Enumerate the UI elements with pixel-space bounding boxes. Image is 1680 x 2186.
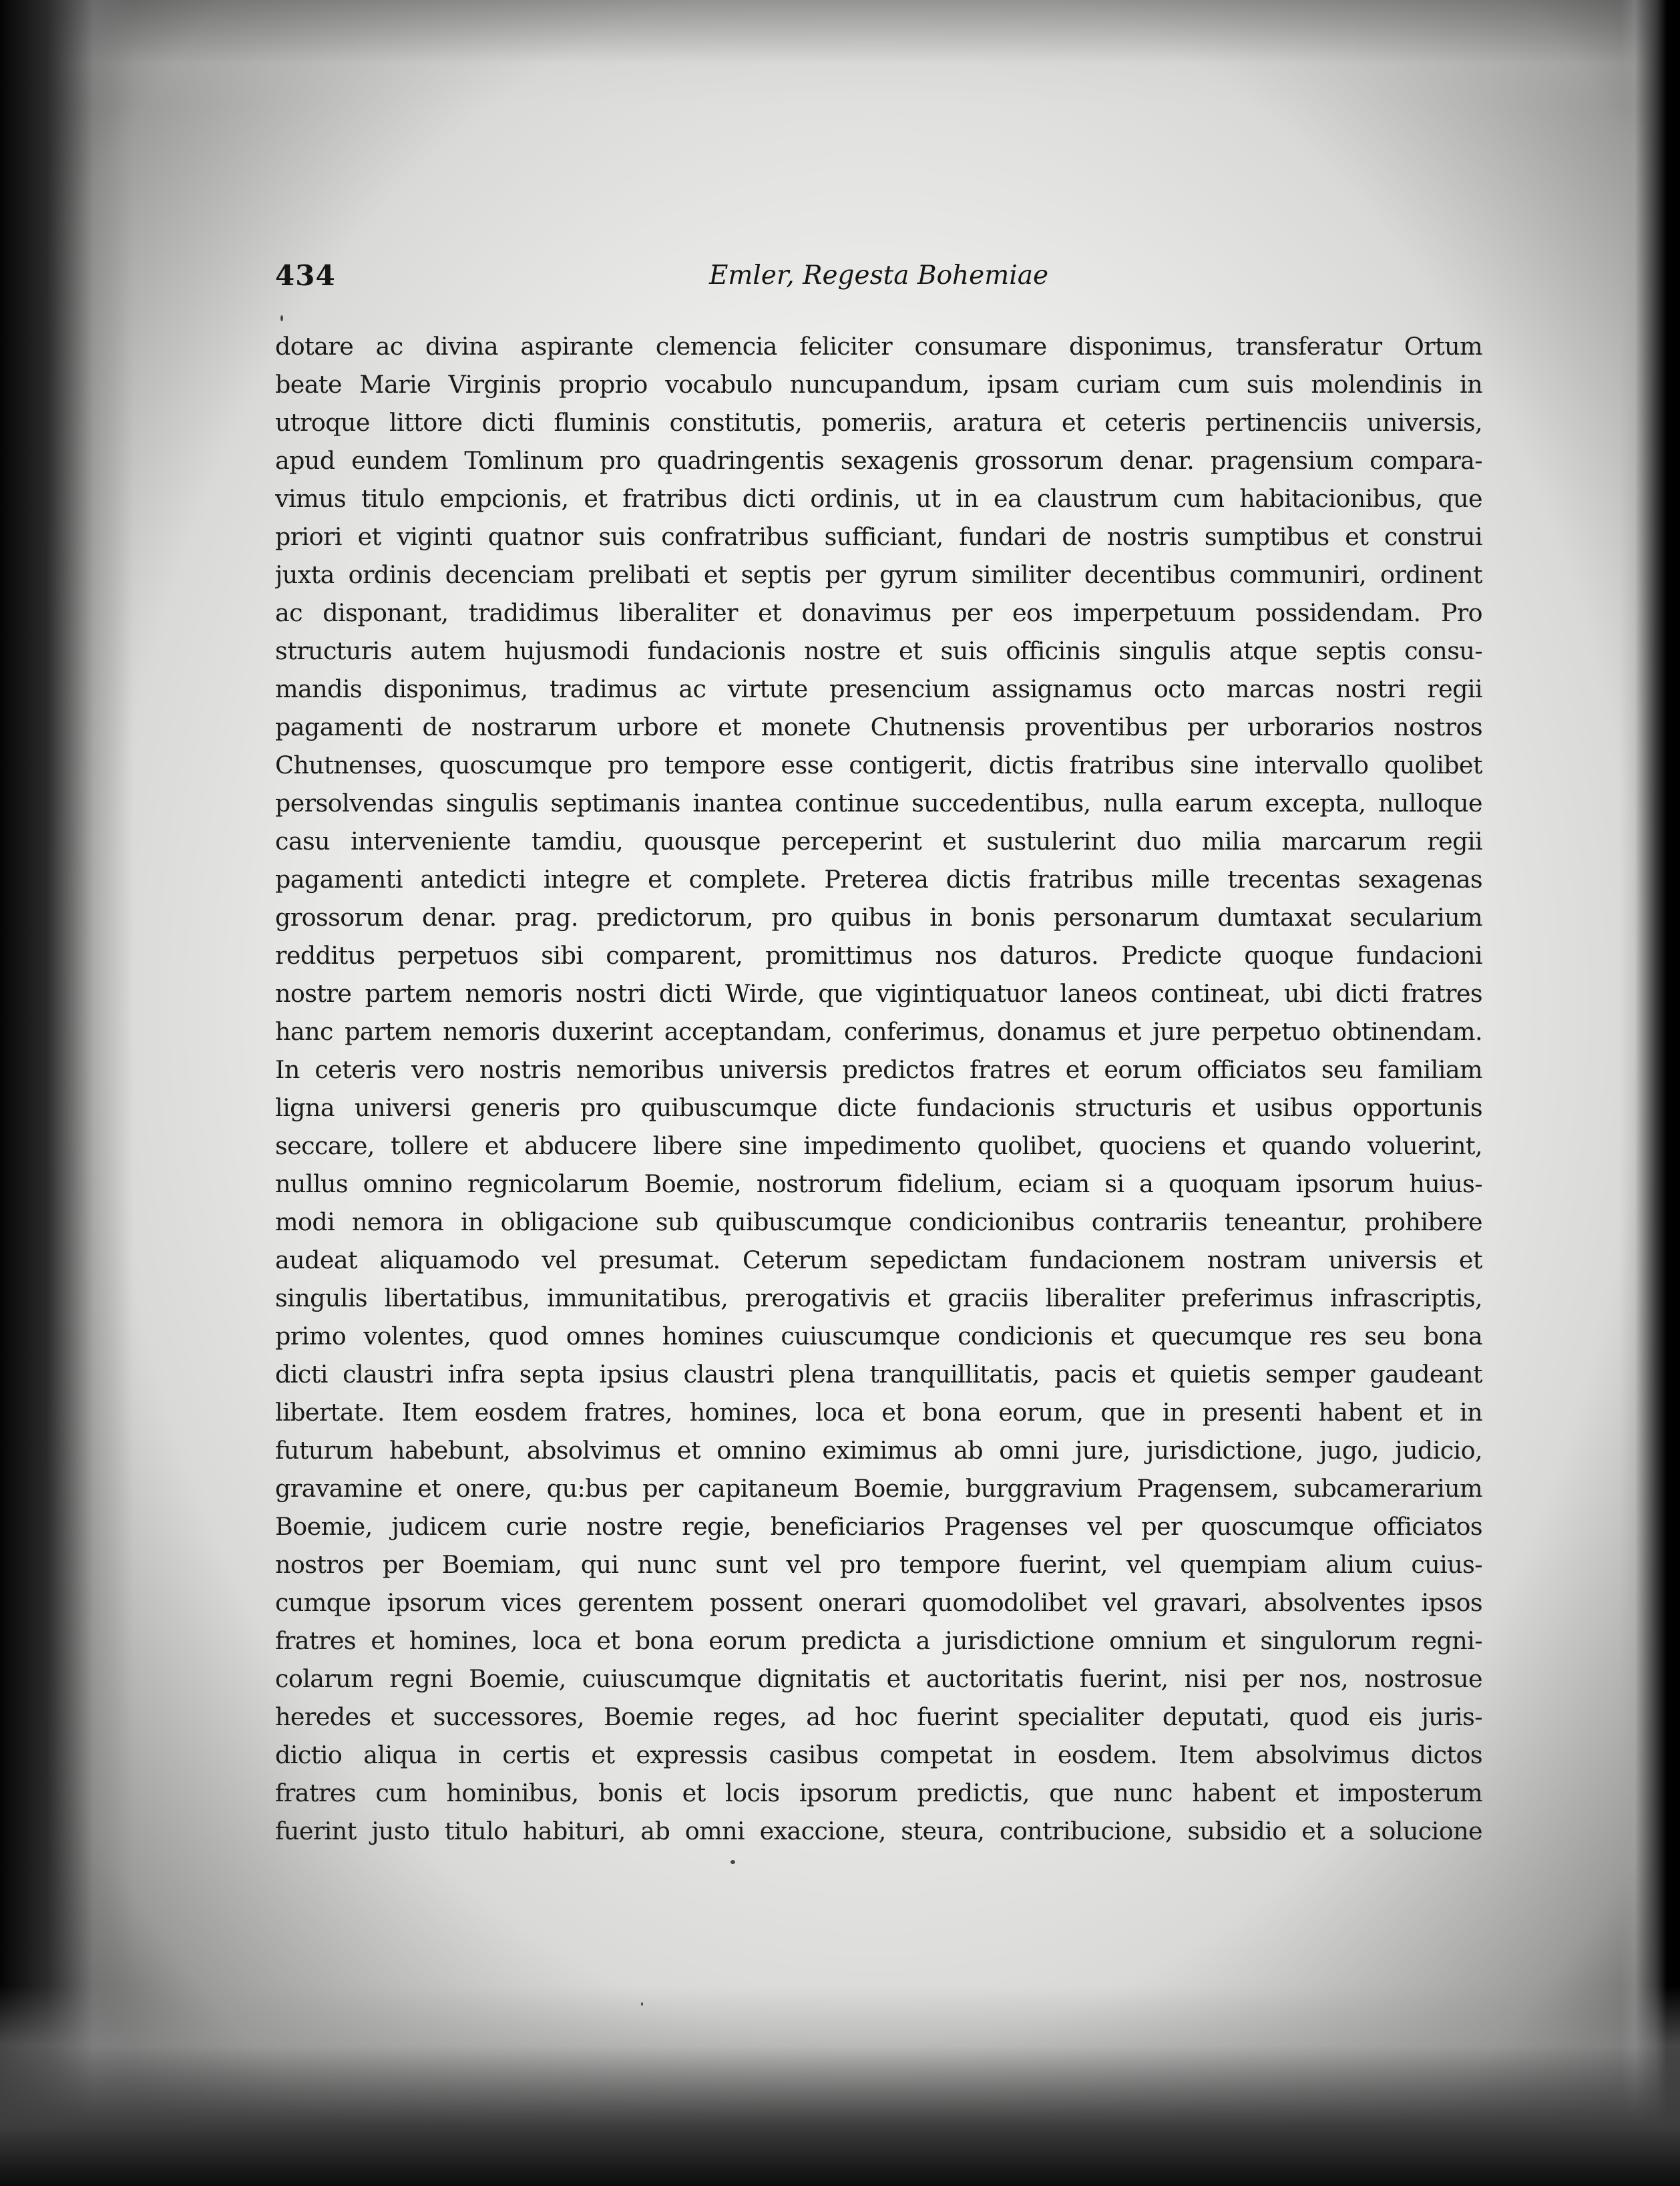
text-line: Chutnenses, quoscumque pro tempore esse contigerit, dictis fratribus sine intervallo quolibet bbox=[275, 751, 1482, 779]
dust-speck bbox=[280, 315, 283, 321]
scan-shadow-left bbox=[0, 0, 134, 2186]
dust-speck bbox=[730, 1860, 735, 1864]
text-line: nostre partem nemoris nostri dicti Wirde, que vigintiquatuor laneos contineat, ubi dicti fratres bbox=[275, 979, 1482, 1008]
text-line: fuerint justo titulo habituri, ab omni exaccione, steura, contribucione, subsidio et a solucione bbox=[275, 1817, 1482, 1845]
running-title: Emler, Regesta Bohemiae bbox=[708, 260, 1049, 291]
text-line: beate Marie Virginis proprio vocabulo nuncupandum, ipsam curiam cum suis molendinis in bbox=[275, 370, 1482, 399]
text-line: colarum regni Boemie, cuiuscumque dignitatis et auctoritatis fuerint, nisi per nos, nostrosue bbox=[275, 1664, 1482, 1693]
scan-shadow-bottom bbox=[0, 1986, 1680, 2186]
text-line: dotare ac divina aspirante clemencia feliciter consumare disponimus, transferatur Ortum bbox=[275, 332, 1482, 361]
text-line: heredes et successores, Boemie reges, ad hoc fuerint specialiter deputati, quod eis juris- bbox=[275, 1702, 1482, 1731]
text-line: Boemie, judicem curie nostre regie, beneficiarios Pragenses vel per quoscumque officiatos bbox=[275, 1512, 1482, 1541]
text-line: fratres cum hominibus, bonis et locis ipsorum predictis, que nunc habent et imposterum bbox=[275, 1779, 1482, 1807]
text-line: grossorum denar. prag. predictorum, pro quibus in bonis personarum dumtaxat secularium bbox=[275, 903, 1482, 932]
text-line: fratres et homines, loca et bona eorum predicta a jurisdictione omnium et singulorum regni- bbox=[275, 1626, 1482, 1655]
text-line: ac disponant, tradidimus liberaliter et donavimus per eos imperpetuum possidendam. Pro bbox=[275, 598, 1482, 627]
scan-shadow-right bbox=[1620, 0, 1680, 2186]
text-line: vimus titulo empcionis, et fratribus dicti ordinis, ut in ea claustrum cum habitacionibus, que bbox=[275, 484, 1482, 513]
text-line: mandis disponimus, tradimus ac virtute presencium assignamus octo marcas nostri regii bbox=[275, 675, 1482, 703]
text-line: dicti claustri infra septa ipsius claustri plena tranquillitatis, pacis et quietis semper gaudeant bbox=[275, 1360, 1482, 1389]
text-line: pagamenti de nostrarum urbore et monete Chutnensis proventibus per urborarios nostros bbox=[275, 713, 1482, 741]
text-line: redditus perpetuos sibi comparent, promittimus nos daturos. Predicte quoque fundacioni bbox=[275, 941, 1482, 970]
text-line: cumque ipsorum vices gerentem possent onerari quomodolibet vel gravari, absolventes ipsos bbox=[275, 1588, 1482, 1617]
text-line: structuris autem hujusmodi fundacionis nostre et suis officinis singulis atque septis consu- bbox=[275, 636, 1482, 665]
text-line: dictio aliqua in certis et expressis casibus competat in eosdem. Item absolvimus dictos bbox=[275, 1741, 1482, 1769]
text-line: ligna universi generis pro quibuscumque dicte fundacionis structuris et usibus opportunis bbox=[275, 1093, 1482, 1122]
text-line: futurum habebunt, absolvimus et omnino eximimus ab omni jure, jurisdictione, jugo, judicio, bbox=[275, 1436, 1482, 1465]
scan-shadow-top bbox=[0, 0, 1680, 107]
text-line: pagamenti antedicti integre et complete. Preterea dictis fratribus mille trecentas sexagenas bbox=[275, 865, 1482, 894]
text-line: apud eundem Tomlinum pro quadringentis sexagenis grossorum denar. pragensium compara- bbox=[275, 446, 1482, 475]
text-line: priori et viginti quatnor suis confratribus sufficiant, fundari de nostris sumptibus et construi bbox=[275, 522, 1482, 551]
text-line: juxta ordinis decenciam prelibati et septis per gyrum similiter decentibus communiri, ordinent bbox=[275, 560, 1482, 589]
text-line: audeat aliquamodo vel presumat. Ceterum sepedictam fundacionem nostram universis et bbox=[275, 1246, 1482, 1274]
text-line: nostros per Boemiam, qui nunc sunt vel pro tempore fuerint, vel quempiam alium cuius- bbox=[275, 1550, 1482, 1579]
text-line: primo volentes, quod omnes homines cuiuscumque condicionis et quecumque res seu bona bbox=[275, 1322, 1482, 1350]
text-line: singulis libertatibus, immunitatibus, prerogativis et graciis liberaliter preferimus infrascriptis, bbox=[275, 1284, 1482, 1312]
text-line: casu interveniente tamdiu, quousque perceperint et sustulerint duo milia marcarum regii bbox=[275, 827, 1482, 856]
text-line: modi nemora in obligacione sub quibuscumque condicionibus contrariis teneantur, prohibere bbox=[275, 1208, 1482, 1236]
text-line: In ceteris vero nostris nemoribus universis predictos fratres et eorum officiatos seu familiam bbox=[275, 1055, 1482, 1084]
page-header bbox=[275, 259, 1482, 299]
page-number: 434 bbox=[275, 259, 336, 292]
text-line: nullus omnino regnicolarum Boemie, nostrorum fidelium, eciam si a quoquam ipsorum huius- bbox=[275, 1169, 1482, 1198]
text-line: libertate. Item eosdem fratres, homines, loca et bona eorum, que in presenti habent et in bbox=[275, 1398, 1482, 1427]
text-line: persolvendas singulis septimanis inantea continue succedentibus, nulla earum excepta, nulloque bbox=[275, 789, 1482, 817]
body-text bbox=[275, 327, 1482, 1850]
text-line: utroque littore dicti fluminis constitutis, pomeriis, aratura et ceteris pertinenciis universis, bbox=[275, 408, 1482, 437]
dust-speck bbox=[641, 2002, 643, 2006]
text-line: seccare, tollere et abducere libere sine impedimento quolibet, quociens et quando voluerint, bbox=[275, 1131, 1482, 1160]
text-line: gravamine et onere, qu:bus per capitaneum Boemie, burggravium Pragensem, subcamerarium bbox=[275, 1474, 1482, 1503]
text-line: hanc partem nemoris duxerint acceptandam, conferimus, donamus et jure perpetuo obtinendam. bbox=[275, 1017, 1482, 1046]
